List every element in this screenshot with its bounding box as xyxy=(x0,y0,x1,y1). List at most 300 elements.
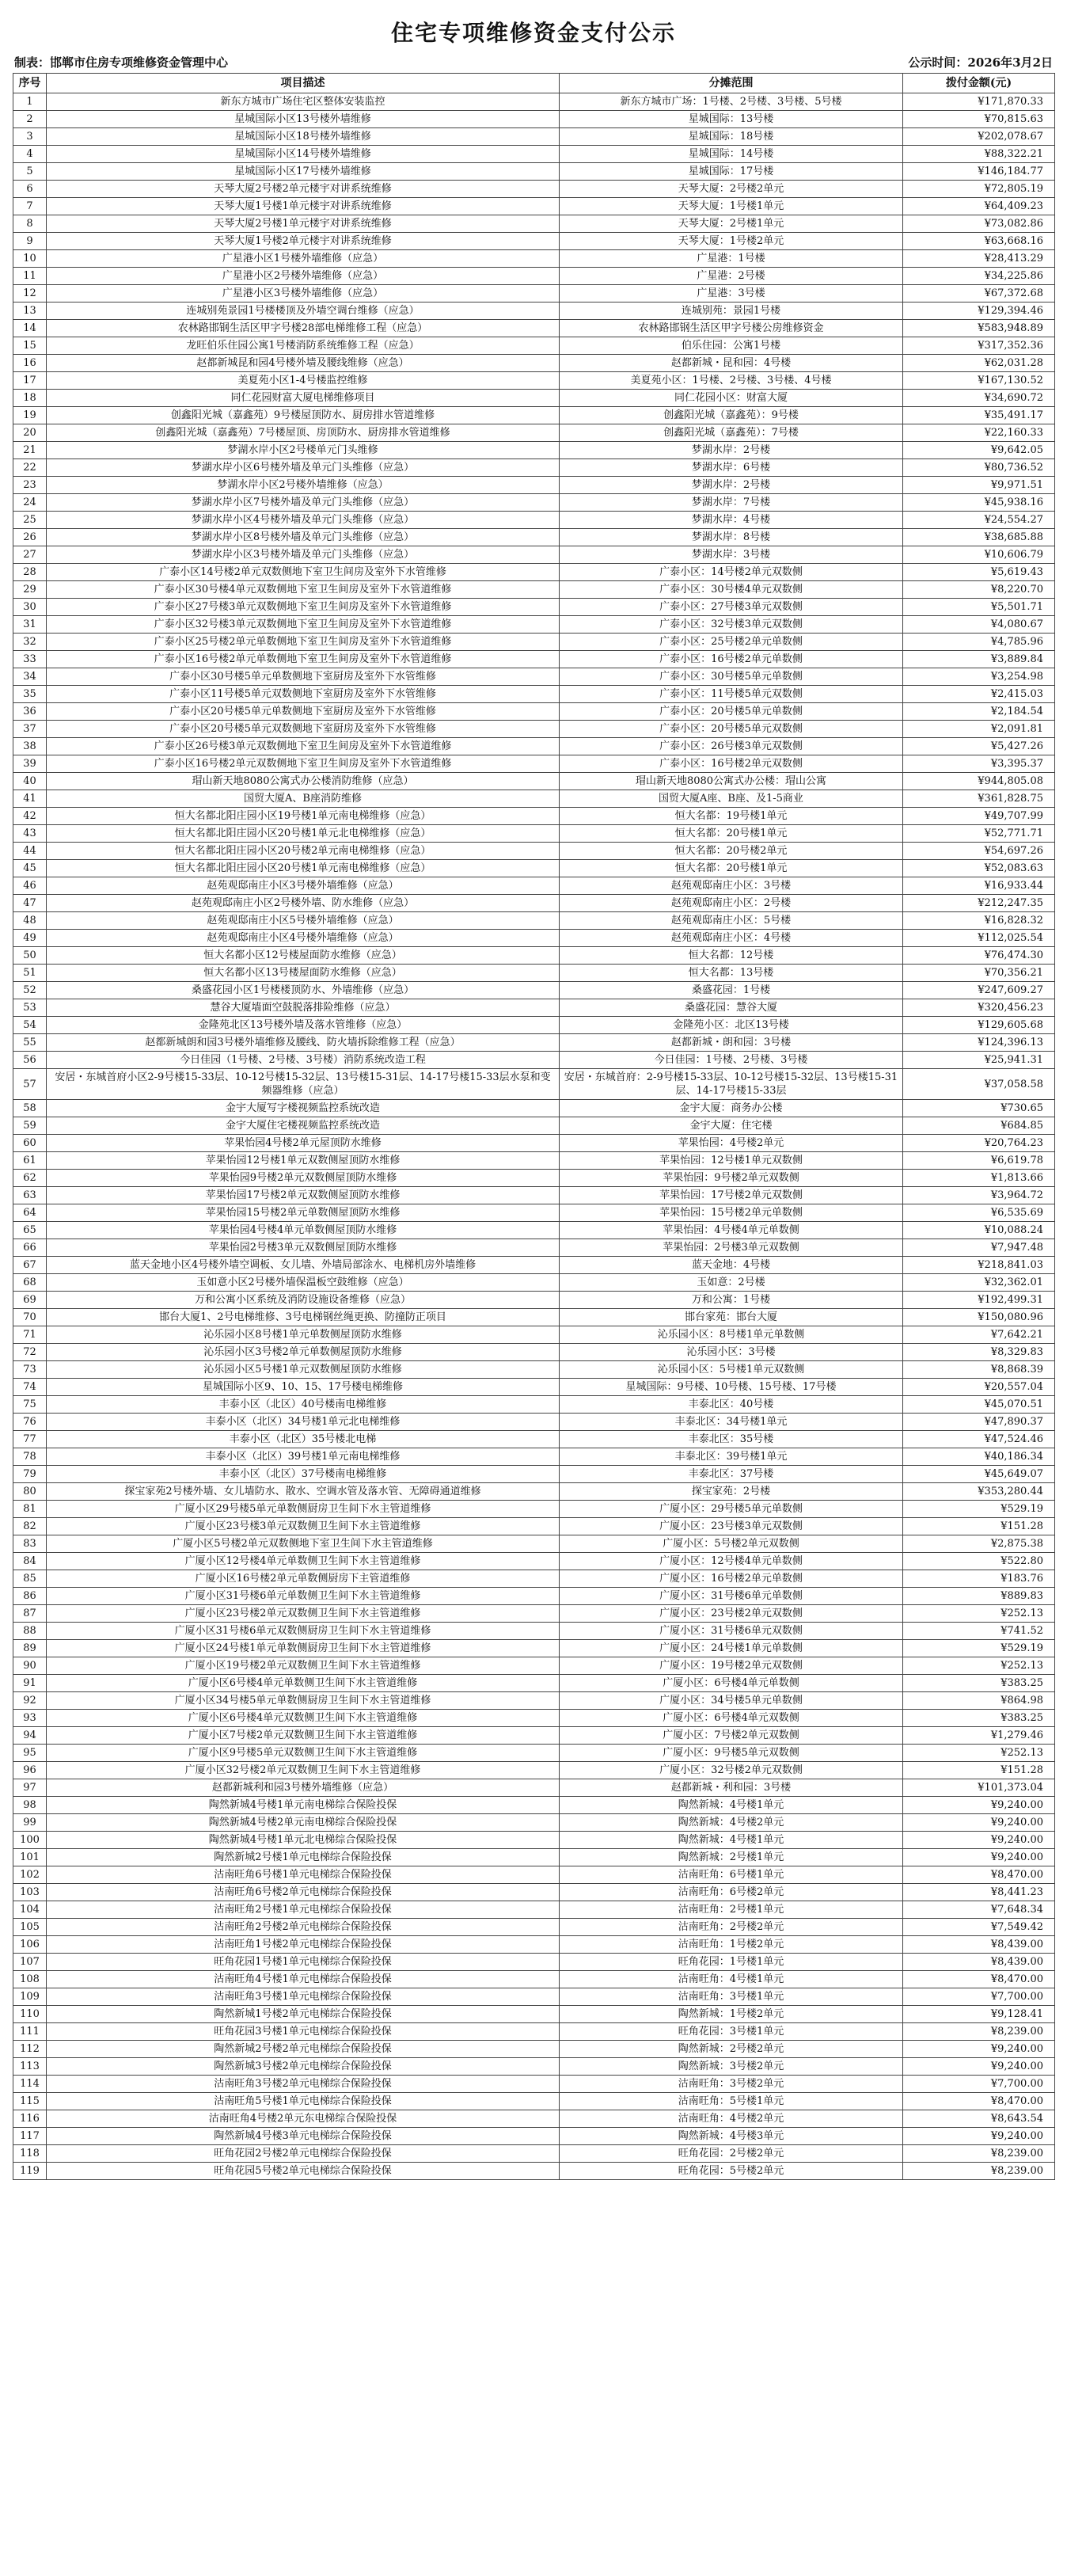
cell-project: 丰泰小区（北区）39号楼1单元南电梯维修 xyxy=(47,1448,560,1466)
cell-scope: 沁乐园小区：8号楼1单元单数侧 xyxy=(560,1326,903,1344)
table-row xyxy=(13,2041,1055,2058)
cell-index: 11 xyxy=(13,268,47,285)
cell-index: 3 xyxy=(13,128,47,146)
table-row xyxy=(13,1570,1055,1588)
cell-amount: ¥9,642.05 xyxy=(903,442,1055,459)
cell-amount: ¥7,648.34 xyxy=(903,1901,1055,1919)
table-row xyxy=(13,1448,1055,1466)
cell-index: 109 xyxy=(13,1988,47,2006)
cell-project: 沽南旺角4号楼2单元东电梯综合保险投保 xyxy=(47,2110,560,2128)
table-row xyxy=(13,250,1055,268)
cell-project: 今日佳园（1号楼、2号楼、3号楼）消防系统改造工程 xyxy=(47,1052,560,1069)
col-header-project: 项目描述 xyxy=(47,74,560,93)
cell-scope: 广泰小区：16号楼2单元双数侧 xyxy=(560,755,903,773)
table-row xyxy=(13,424,1055,442)
cell-amount: ¥38,685.88 xyxy=(903,529,1055,546)
table-row xyxy=(13,1017,1055,1034)
cell-project: 丰泰小区（北区）35号楼北电梯 xyxy=(47,1431,560,1448)
cell-amount: ¥124,396.13 xyxy=(903,1034,1055,1052)
cell-project: 玉如意小区2号楼外墙保温板空鼓维修（应急） xyxy=(47,1274,560,1292)
cell-index: 110 xyxy=(13,2006,47,2023)
cell-project: 沽南旺角2号楼2单元电梯综合保险投保 xyxy=(47,1919,560,1936)
cell-scope: 旺角花园：2号楼2单元 xyxy=(560,2145,903,2163)
cell-project: 赵苑观邸南庄小区4号楼外墙维修（应急） xyxy=(47,930,560,947)
cell-project: 金宇大厦住宅楼视频监控系统改造 xyxy=(47,1117,560,1135)
cell-project: 沽南旺角6号楼2单元电梯综合保险投保 xyxy=(47,1884,560,1901)
cell-project: 丰泰小区（北区）37号楼南电梯维修 xyxy=(47,1466,560,1483)
cell-scope: 广厦小区：9号楼5单元双数侧 xyxy=(560,1745,903,1762)
cell-amount: ¥52,083.63 xyxy=(903,860,1055,877)
table-row xyxy=(13,1832,1055,1849)
table-row xyxy=(13,442,1055,459)
table-row xyxy=(13,146,1055,163)
cell-amount: ¥7,642.21 xyxy=(903,1326,1055,1344)
cell-scope: 广厦小区：31号楼6单元单数侧 xyxy=(560,1588,903,1605)
table-row xyxy=(13,1971,1055,1988)
table-row xyxy=(13,128,1055,146)
cell-scope: 广厦小区：29号楼5单元单数侧 xyxy=(560,1501,903,1518)
cell-project: 沽南旺角5号楼1单元电梯综合保险投保 xyxy=(47,2093,560,2110)
cell-amount: ¥252.13 xyxy=(903,1657,1055,1675)
table-row xyxy=(13,1344,1055,1361)
cell-scope: 赵苑观邸南庄小区：5号楼 xyxy=(560,912,903,930)
cell-index: 100 xyxy=(13,1832,47,1849)
cell-scope: 陶然新城：4号楼2单元 xyxy=(560,1814,903,1832)
cell-index: 69 xyxy=(13,1292,47,1309)
cell-scope: 桑盛花园：慧谷大厦 xyxy=(560,999,903,1017)
cell-amount: ¥383.25 xyxy=(903,1675,1055,1692)
cell-project: 广厦小区12号楼4单元单数侧卫生间下水主管道维修 xyxy=(47,1553,560,1570)
table-row xyxy=(13,1535,1055,1553)
cell-index: 92 xyxy=(13,1692,47,1710)
table-row xyxy=(13,233,1055,250)
cell-scope: 丰泰北区：35号楼 xyxy=(560,1431,903,1448)
table-row xyxy=(13,965,1055,982)
cell-index: 114 xyxy=(13,2076,47,2093)
table-row xyxy=(13,895,1055,912)
cell-scope: 沽南旺角：1号楼2单元 xyxy=(560,1936,903,1954)
cell-amount: ¥3,964.72 xyxy=(903,1187,1055,1204)
cell-project: 陶然新城4号楼1单元北电梯综合保险投保 xyxy=(47,1832,560,1849)
table-row xyxy=(13,268,1055,285)
cell-scope: 天琴大厦：2号楼2单元 xyxy=(560,181,903,198)
cell-project: 苹果怡园4号楼2单元屋顶防水维修 xyxy=(47,1135,560,1152)
cell-index: 116 xyxy=(13,2110,47,2128)
cell-scope: 恒大名都：20号楼2单元 xyxy=(560,843,903,860)
cell-scope: 新东方城市广场：1号楼、2号楼、3号楼、5号楼 xyxy=(560,93,903,111)
cell-amount: ¥28,413.29 xyxy=(903,250,1055,268)
table-row xyxy=(13,1692,1055,1710)
cell-index: 38 xyxy=(13,738,47,755)
table-row xyxy=(13,1936,1055,1954)
table-row xyxy=(13,2110,1055,2128)
table-row xyxy=(13,512,1055,529)
cell-amount: ¥317,352.36 xyxy=(903,337,1055,355)
cell-scope: 赵苑观邸南庄小区：4号楼 xyxy=(560,930,903,947)
table-row xyxy=(13,651,1055,668)
cell-amount: ¥45,070.51 xyxy=(903,1396,1055,1414)
cell-index: 99 xyxy=(13,1814,47,1832)
cell-scope: 梦湖水岸：4号楼 xyxy=(560,512,903,529)
cell-project: 天琴大厦2号楼2单元楼宇对讲系统维修 xyxy=(47,181,560,198)
cell-amount: ¥247,609.27 xyxy=(903,982,1055,999)
cell-project: 桑盛花园小区1号楼楼顶防水、外墙维修（应急） xyxy=(47,982,560,999)
cell-project: 赵苑观邸南庄小区2号楼外墙、防水维修（应急） xyxy=(47,895,560,912)
cell-project: 广泰小区30号楼4单元双数侧地下室卫生间房及室外下水管道维修 xyxy=(47,581,560,599)
cell-index: 27 xyxy=(13,546,47,564)
cell-project: 广泰小区25号楼2单元单数侧地下室卫生间房及室外下水管道维修 xyxy=(47,634,560,651)
cell-project: 广泰小区32号楼3单元双数侧地下室卫生间房及室外下水管道维修 xyxy=(47,616,560,634)
cell-scope: 星城国际：13号楼 xyxy=(560,111,903,128)
cell-project: 赵苑观邸南庄小区5号楼外墙维修（应急） xyxy=(47,912,560,930)
cell-index: 118 xyxy=(13,2145,47,2163)
cell-amount: ¥45,649.07 xyxy=(903,1466,1055,1483)
cell-project: 瑁山新天地8080公寓式办公楼消防维修（应急） xyxy=(47,773,560,790)
issuer: 制表：邯郸市住房专项维修资金管理中心 xyxy=(14,55,229,70)
cell-scope: 广泰小区：32号楼3单元双数侧 xyxy=(560,616,903,634)
cell-project: 恒大名都小区12号楼屋面防水维修（应急） xyxy=(47,947,560,965)
cell-scope: 伯乐住园：公寓1号楼 xyxy=(560,337,903,355)
cell-scope: 创鑫阳光城（嘉鑫苑）：9号楼 xyxy=(560,407,903,424)
cell-index: 39 xyxy=(13,755,47,773)
cell-index: 88 xyxy=(13,1623,47,1640)
cell-index: 93 xyxy=(13,1710,47,1727)
cell-project: 创鑫阳光城（嘉鑫苑）9号楼屋顶防水、厨房排水管道维修 xyxy=(47,407,560,424)
table-row xyxy=(13,1727,1055,1745)
table-row xyxy=(13,999,1055,1017)
cell-project: 恒大名都北阳庄园小区20号楼1单元北电梯维修（应急） xyxy=(47,825,560,843)
cell-project: 广泰小区16号楼2单元单数侧地下室卫生间房及室外下水管道维修 xyxy=(47,651,560,668)
cell-amount: ¥167,130.52 xyxy=(903,372,1055,390)
cell-scope: 桑盛花园：1号楼 xyxy=(560,982,903,999)
cell-index: 80 xyxy=(13,1483,47,1501)
cell-scope: 陶然新城：4号楼1单元 xyxy=(560,1832,903,1849)
cell-amount: ¥45,938.16 xyxy=(903,494,1055,512)
table-row xyxy=(13,390,1055,407)
cell-scope: 苹果怡园：17号楼2单元双数侧 xyxy=(560,1187,903,1204)
cell-index: 5 xyxy=(13,163,47,181)
cell-amount: ¥146,184.77 xyxy=(903,163,1055,181)
cell-index: 30 xyxy=(13,599,47,616)
cell-index: 41 xyxy=(13,790,47,808)
cell-index: 62 xyxy=(13,1170,47,1187)
cell-project: 广厦小区31号楼6单元双数侧厨房卫生间下水主管道维修 xyxy=(47,1623,560,1640)
table-row xyxy=(13,1623,1055,1640)
cell-project: 广泰小区27号楼3单元双数侧地下室卫生间房及室外下水管道维修 xyxy=(47,599,560,616)
cell-amount: ¥88,322.21 xyxy=(903,146,1055,163)
cell-index: 16 xyxy=(13,355,47,372)
cell-scope: 沽南旺角：3号楼1单元 xyxy=(560,1988,903,2006)
cell-scope: 沁乐园小区：5号楼1单元双数侧 xyxy=(560,1361,903,1379)
cell-amount: ¥37,058.58 xyxy=(903,1069,1055,1100)
table-row xyxy=(13,982,1055,999)
cell-amount: ¥76,474.30 xyxy=(903,947,1055,965)
table-row xyxy=(13,790,1055,808)
cell-amount: ¥62,031.28 xyxy=(903,355,1055,372)
cell-project: 广泰小区16号楼2单元双数侧地下室卫生间房及室外下水管道维修 xyxy=(47,755,560,773)
cell-amount: ¥741.52 xyxy=(903,1623,1055,1640)
table-row xyxy=(13,1414,1055,1431)
cell-scope: 沽南旺角：6号楼1单元 xyxy=(560,1866,903,1884)
col-header-scope: 分摊范围 xyxy=(560,74,903,93)
cell-amount: ¥6,535.69 xyxy=(903,1204,1055,1222)
cell-amount: ¥8,439.00 xyxy=(903,1936,1055,1954)
table-row xyxy=(13,1309,1055,1326)
cell-index: 50 xyxy=(13,947,47,965)
cell-amount: ¥2,091.81 xyxy=(903,721,1055,738)
cell-amount: ¥9,240.00 xyxy=(903,1797,1055,1814)
cell-amount: ¥2,184.54 xyxy=(903,703,1055,721)
cell-scope: 赵都新城・昆和园：4号楼 xyxy=(560,355,903,372)
table-row xyxy=(13,1052,1055,1069)
table-row xyxy=(13,1069,1055,1100)
cell-amount: ¥40,186.34 xyxy=(903,1448,1055,1466)
cell-project: 陶然新城1号楼2单元电梯综合保险投保 xyxy=(47,2006,560,2023)
cell-project: 同仁花园财富大厦电梯维修项目 xyxy=(47,390,560,407)
cell-project: 旺角花园1号楼1单元电梯综合保险投保 xyxy=(47,1954,560,1971)
cell-project: 苹果怡园9号楼2单元双数侧屋顶防水维修 xyxy=(47,1170,560,1187)
cell-scope: 万和公寓：1号楼 xyxy=(560,1292,903,1309)
table-row xyxy=(13,477,1055,494)
cell-scope: 陶然新城：4号楼1单元 xyxy=(560,1797,903,1814)
table-row xyxy=(13,703,1055,721)
table-row xyxy=(13,407,1055,424)
cell-amount: ¥10,606.79 xyxy=(903,546,1055,564)
table-row xyxy=(13,2023,1055,2041)
cell-amount: ¥151.28 xyxy=(903,1762,1055,1779)
table-row xyxy=(13,947,1055,965)
cell-scope: 广泰小区：27号楼3单元双数侧 xyxy=(560,599,903,616)
cell-project: 星城国际小区18号楼外墙维修 xyxy=(47,128,560,146)
col-header-amount: 拨付金额(元) xyxy=(903,74,1055,93)
cell-amount: ¥944,805.08 xyxy=(903,773,1055,790)
table-row xyxy=(13,1762,1055,1779)
cell-index: 59 xyxy=(13,1117,47,1135)
cell-amount: ¥218,841.03 xyxy=(903,1257,1055,1274)
table-row xyxy=(13,1797,1055,1814)
cell-project: 探宝家苑2号楼外墙、女儿墙防水、散水、空调水管及落水管、无障碍通道维修 xyxy=(47,1483,560,1501)
table-row xyxy=(13,1640,1055,1657)
table-row xyxy=(13,1379,1055,1396)
cell-index: 54 xyxy=(13,1017,47,1034)
cell-amount: ¥63,668.16 xyxy=(903,233,1055,250)
cell-index: 13 xyxy=(13,302,47,320)
cell-project: 广星港小区1号楼外墙维修（应急） xyxy=(47,250,560,268)
cell-scope: 广泰小区：30号楼4单元双数侧 xyxy=(560,581,903,599)
cell-project: 恒大名都北阳庄园小区20号楼2单元南电梯维修（应急） xyxy=(47,843,560,860)
cell-scope: 恒大名都：20号楼1单元 xyxy=(560,825,903,843)
table-row xyxy=(13,1274,1055,1292)
cell-project: 天琴大厦1号楼1单元楼宇对讲系统维修 xyxy=(47,198,560,215)
page-title: 住宅专项维修资金支付公示 xyxy=(390,20,676,46)
table-row xyxy=(13,1257,1055,1274)
cell-project: 陶然新城4号楼2单元南电梯综合保险投保 xyxy=(47,1814,560,1832)
cell-project: 国贸大厦A、B座消防维修 xyxy=(47,790,560,808)
table-row xyxy=(13,2145,1055,2163)
cell-amount: ¥101,373.04 xyxy=(903,1779,1055,1797)
cell-index: 17 xyxy=(13,372,47,390)
cell-scope: 旺角花园：1号楼1单元 xyxy=(560,1954,903,1971)
cell-project: 梦湖水岸小区8号楼外墙及单元门头维修（应急） xyxy=(47,529,560,546)
table-body xyxy=(13,93,1055,2180)
cell-index: 4 xyxy=(13,146,47,163)
cell-project: 旺角花园2号楼2单元电梯综合保险投保 xyxy=(47,2145,560,2163)
cell-scope: 沽南旺角：4号楼2单元 xyxy=(560,2110,903,2128)
cell-scope: 广厦小区：23号楼2单元双数侧 xyxy=(560,1605,903,1623)
cell-index: 29 xyxy=(13,581,47,599)
cell-scope: 广厦小区：34号楼5单元单数侧 xyxy=(560,1692,903,1710)
cell-amount: ¥730.65 xyxy=(903,1100,1055,1117)
cell-amount: ¥8,329.83 xyxy=(903,1344,1055,1361)
cell-amount: ¥129,605.68 xyxy=(903,1017,1055,1034)
cell-scope: 广泰小区：20号楼5单元单数侧 xyxy=(560,703,903,721)
cell-project: 陶然新城3号楼2单元电梯综合保险投保 xyxy=(47,2058,560,2076)
cell-index: 32 xyxy=(13,634,47,651)
cell-scope: 广厦小区：12号楼4单元单数侧 xyxy=(560,1553,903,1570)
cell-project: 广泰小区20号楼5单元双数侧地下室厨房及室外下水管维修 xyxy=(47,721,560,738)
cell-amount: ¥192,499.31 xyxy=(903,1292,1055,1309)
cell-project: 广厦小区32号楼2单元双数侧卫生间下水主管道维修 xyxy=(47,1762,560,1779)
cell-scope: 今日佳园：1号楼、2号楼、3号楼 xyxy=(560,1052,903,1069)
cell-project: 梦湖水岸小区3号楼外墙及单元门头维修（应急） xyxy=(47,546,560,564)
cell-index: 102 xyxy=(13,1866,47,1884)
cell-project: 梦湖水岸小区4号楼外墙及单元门头维修（应急） xyxy=(47,512,560,529)
cell-amount: ¥9,971.51 xyxy=(903,477,1055,494)
table-row xyxy=(13,843,1055,860)
table-row xyxy=(13,93,1055,111)
cell-project: 恒大名都小区13号楼屋面防水维修（应急） xyxy=(47,965,560,982)
payment-table xyxy=(13,73,1055,2180)
cell-scope: 丰泰北区：40号楼 xyxy=(560,1396,903,1414)
cell-scope: 陶然新城：2号楼2单元 xyxy=(560,2041,903,2058)
table-row xyxy=(13,1866,1055,1884)
cell-scope: 梦湖水岸：8号楼 xyxy=(560,529,903,546)
cell-index: 108 xyxy=(13,1971,47,1988)
cell-project: 梦湖水岸小区6号楼外墙及单元门头维修（应急） xyxy=(47,459,560,477)
cell-index: 35 xyxy=(13,686,47,703)
cell-index: 47 xyxy=(13,895,47,912)
table-row xyxy=(13,686,1055,703)
cell-index: 31 xyxy=(13,616,47,634)
cell-project: 安居・东城首府小区2-9号楼15-33层、10-12号楼15-32层、13号楼15-31层、14-17号楼15-33层水泵和变频器维修（应急） xyxy=(47,1069,560,1100)
cell-scope: 广厦小区：23号楼3单元双数侧 xyxy=(560,1518,903,1535)
table-row xyxy=(13,1483,1055,1501)
cell-amount: ¥2,875.38 xyxy=(903,1535,1055,1553)
cell-project: 沽南旺角1号楼2单元电梯综合保险投保 xyxy=(47,1936,560,1954)
cell-amount: ¥32,362.01 xyxy=(903,1274,1055,1292)
cell-index: 95 xyxy=(13,1745,47,1762)
cell-index: 97 xyxy=(13,1779,47,1797)
cell-index: 40 xyxy=(13,773,47,790)
cell-scope: 星城国际：17号楼 xyxy=(560,163,903,181)
cell-scope: 国贸大厦A座、B座、及1-5商业 xyxy=(560,790,903,808)
cell-project: 梦湖水岸小区2号楼单元门头维修 xyxy=(47,442,560,459)
cell-project: 苹果怡园2号楼3单元双数侧屋顶防水维修 xyxy=(47,1239,560,1257)
cell-amount: ¥383.25 xyxy=(903,1710,1055,1727)
table-row xyxy=(13,1222,1055,1239)
cell-index: 42 xyxy=(13,808,47,825)
cell-project: 梦湖水岸小区7号楼外墙及单元门头维修（应急） xyxy=(47,494,560,512)
cell-index: 56 xyxy=(13,1052,47,1069)
cell-project: 陶然新城2号楼2单元电梯综合保险投保 xyxy=(47,2041,560,2058)
cell-project: 苹果怡园4号楼4单元单数侧屋顶防水维修 xyxy=(47,1222,560,1239)
cell-amount: ¥47,524.46 xyxy=(903,1431,1055,1448)
cell-scope: 陶然新城：4号楼3单元 xyxy=(560,2128,903,2145)
cell-project: 旺角花园5号楼2单元电梯综合保险投保 xyxy=(47,2163,560,2180)
cell-project: 农林路邯钢生活区甲字号楼28部电梯维修工程（应急） xyxy=(47,320,560,337)
cell-index: 55 xyxy=(13,1034,47,1052)
cell-amount: ¥70,356.21 xyxy=(903,965,1055,982)
cell-scope: 广泰小区：30号楼5单元单数侧 xyxy=(560,668,903,686)
cell-scope: 梦湖水岸：6号楼 xyxy=(560,459,903,477)
cell-index: 49 xyxy=(13,930,47,947)
table-row xyxy=(13,2006,1055,2023)
table-row xyxy=(13,111,1055,128)
cell-scope: 恒大名都：19号楼1单元 xyxy=(560,808,903,825)
cell-project: 赵苑观邸南庄小区3号楼外墙维修（应急） xyxy=(47,877,560,895)
cell-index: 70 xyxy=(13,1309,47,1326)
table-row xyxy=(13,825,1055,843)
cell-index: 15 xyxy=(13,337,47,355)
cell-index: 111 xyxy=(13,2023,47,2041)
cell-scope: 梦湖水岸：3号楼 xyxy=(560,546,903,564)
cell-scope: 广星港：1号楼 xyxy=(560,250,903,268)
table-row xyxy=(13,1152,1055,1170)
cell-project: 沽南旺角3号楼2单元电梯综合保险投保 xyxy=(47,2076,560,2093)
cell-scope: 陶然新城：2号楼1单元 xyxy=(560,1849,903,1866)
table-row xyxy=(13,773,1055,790)
cell-scope: 梦湖水岸：7号楼 xyxy=(560,494,903,512)
cell-amount: ¥73,082.86 xyxy=(903,215,1055,233)
cell-scope: 丰泰北区：34号楼1单元 xyxy=(560,1414,903,1431)
cell-amount: ¥8,441.23 xyxy=(903,1884,1055,1901)
cell-index: 105 xyxy=(13,1919,47,1936)
cell-project: 恒大名都北阳庄园小区19号楼1单元南电梯维修（应急） xyxy=(47,808,560,825)
cell-index: 43 xyxy=(13,825,47,843)
table-row xyxy=(13,459,1055,477)
cell-project: 苹果怡园12号楼1单元双数侧屋顶防水维修 xyxy=(47,1152,560,1170)
cell-index: 96 xyxy=(13,1762,47,1779)
cell-index: 60 xyxy=(13,1135,47,1152)
cell-amount: ¥22,160.33 xyxy=(903,424,1055,442)
cell-amount: ¥70,815.63 xyxy=(903,111,1055,128)
table-row xyxy=(13,198,1055,215)
table-row xyxy=(13,302,1055,320)
cell-amount: ¥3,889.84 xyxy=(903,651,1055,668)
table-row xyxy=(13,634,1055,651)
cell-index: 89 xyxy=(13,1640,47,1657)
cell-scope: 广厦小区：16号楼2单元单数侧 xyxy=(560,1570,903,1588)
cell-amount: ¥3,395.37 xyxy=(903,755,1055,773)
cell-amount: ¥34,225.86 xyxy=(903,268,1055,285)
cell-scope: 广泰小区：25号楼2单元单数侧 xyxy=(560,634,903,651)
table-row xyxy=(13,1553,1055,1570)
table-row xyxy=(13,1292,1055,1309)
table-row xyxy=(13,2058,1055,2076)
table-row xyxy=(13,1034,1055,1052)
table-row xyxy=(13,1117,1055,1135)
cell-scope: 天琴大厦：2号楼1单元 xyxy=(560,215,903,233)
cell-index: 12 xyxy=(13,285,47,302)
table-row xyxy=(13,721,1055,738)
cell-project: 苹果怡园15号楼2单元单数侧屋顶防水维修 xyxy=(47,1204,560,1222)
cell-amount: ¥183.76 xyxy=(903,1570,1055,1588)
cell-index: 21 xyxy=(13,442,47,459)
cell-amount: ¥129,394.46 xyxy=(903,302,1055,320)
cell-scope: 金宇大厦：商务办公楼 xyxy=(560,1100,903,1117)
cell-project: 天琴大厦2号楼1单元楼宇对讲系统维修 xyxy=(47,215,560,233)
cell-project: 广厦小区31号楼6单元单数侧卫生间下水主管道维修 xyxy=(47,1588,560,1605)
